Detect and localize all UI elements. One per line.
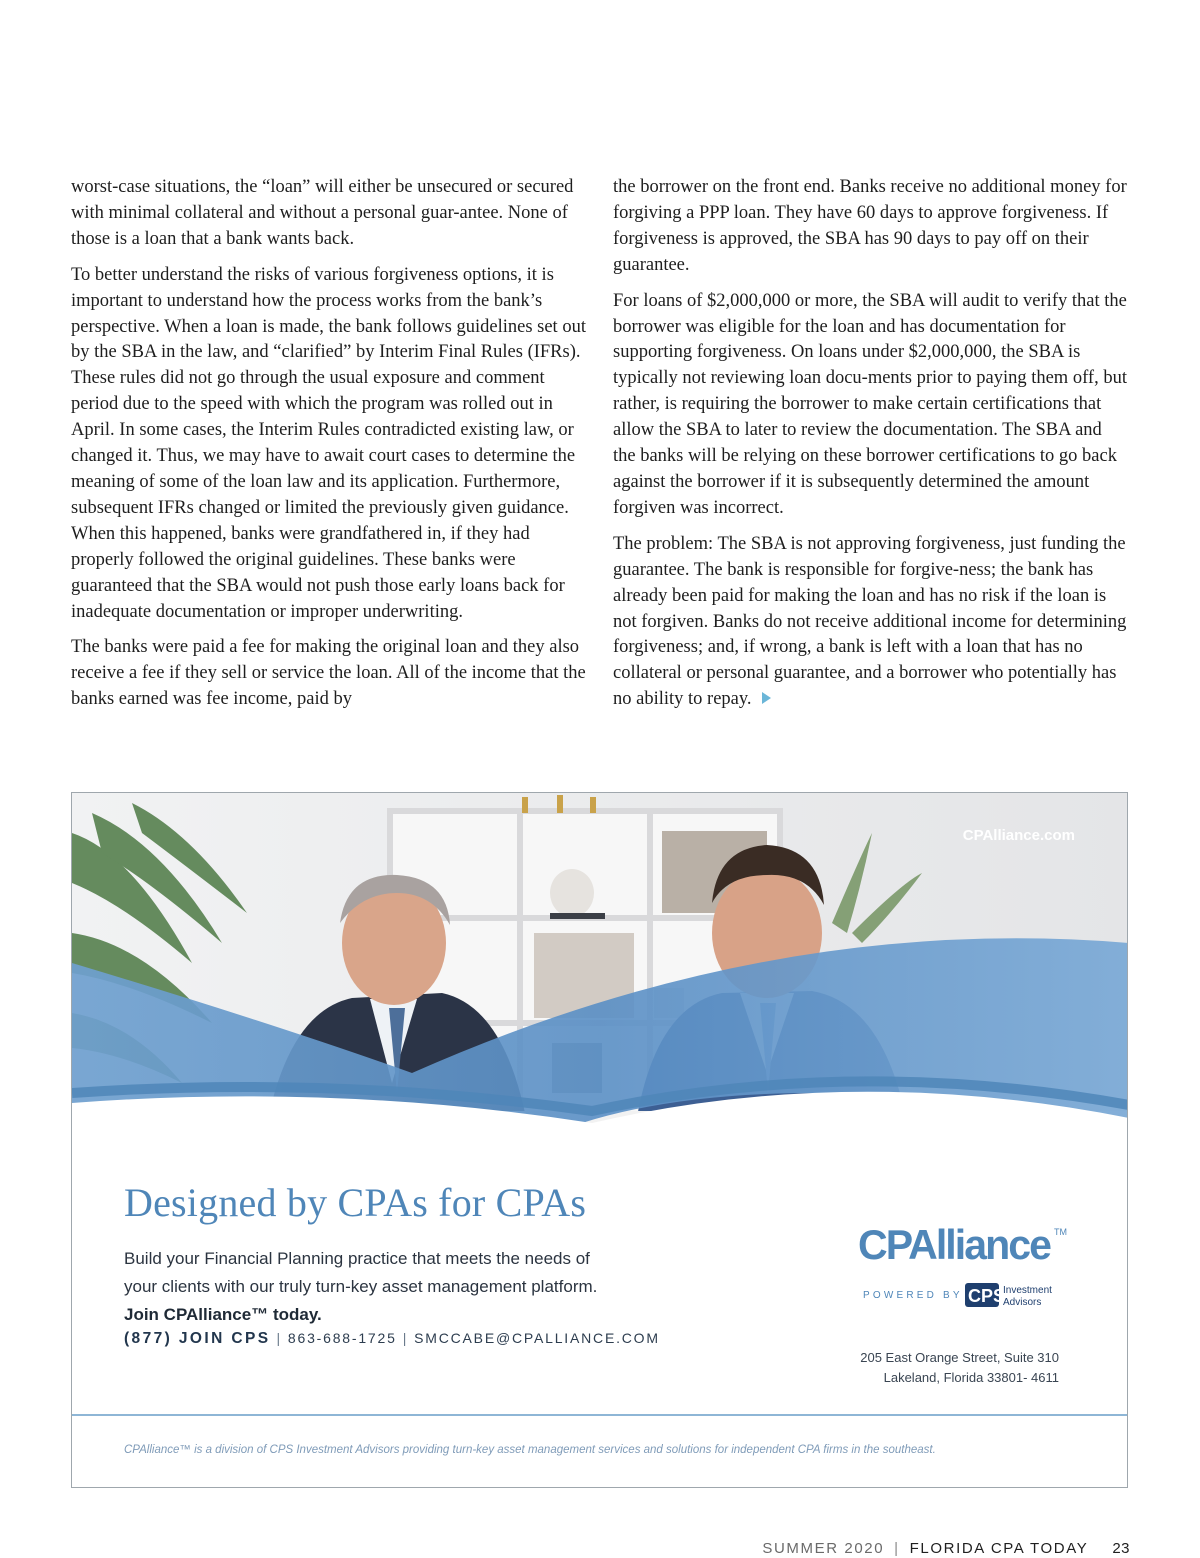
article-paragraph: the borrower on the front end. Banks receive no additional money for forgiving a PPP loan. They have 60 days to approve forgiveness. If forgiveness is approved, the SBA has 90 days to pay off on their guarantee. [613,177,1127,275]
footer-magazine: FLORIDA CPA TODAY [909,1540,1089,1557]
article-paragraph [613,532,1129,713]
article-right-column [613,175,1129,723]
footer-issue: SUMMER 2020 [762,1540,885,1557]
ad-website-link[interactable]: CPAlliance.com [962,827,1075,844]
ad-phone-secondary[interactable]: 863-688-1725 [287,1330,397,1346]
cpalliance-advertisement[interactable] [71,792,1128,1488]
cps-mark: CPS [968,1286,1006,1306]
article-paragraph: worst-case situations, the “loan” will either be unsecured or secured with minimal collateral and without a personal guar-antee. None of those is a loan that a bank wants back. [71,177,574,249]
page-footer [762,1540,1130,1557]
ad-headline: Designed by CPAs for CPAs [124,1180,587,1225]
logo-wordmark: CPAlliance [858,1221,1051,1268]
triangle-right-icon [762,692,771,704]
cps-line-1: Investment [1003,1285,1052,1296]
ad-contact-line: (877) JOIN CPS | 863-688-1725 | SMCCABE@CPALLIANCE.COM [124,1330,660,1347]
ad-call-to-action: Join CPAlliance™ today. [124,1305,322,1324]
article-paragraph: For loans of $2,000,000 or more, the SBA will audit to verify that the borrower was eligible for the loan and has documentation for supporting forgiveness. On loans under $2,000,000, the SBA is typically not reviewing loan docu-ments prior to paying them off, but rather, is requiring the borrower to make certain certifications that allow the SBA to later to review the documentation. The SBA and the banks will be relying on these borrower certifications to go back against the borrower if it is subsequently determined the amount forgiven was incorrect. [613,290,1127,518]
footer-separator: | [894,1540,900,1557]
ad-body [124,1245,684,1329]
ad-body-line: your clients with our truly turn-key asset management platform. [124,1277,598,1296]
article-paragraph: To better understand the risks of various forgiveness options, it is important to understand how the process works from the bank’s perspective. When a loan is made, the bank follows guidelines set out by the SBA in the law, and “clarified” by Interim Final Rules (IFRs). These rules did not go through the usual exposure and comment period due to the speed with which the program was rolled out in April. In some cases, the Interim Rules contradicted existing law, or changed it. Thus, we may have to await court cases to determine the meaning of some of the loan law and its application. Furthermore, subsequent IFRs changed or limited the previously given guidance. When this happened, banks were grandfathered in, if they had properly followed the original guidelines. These banks were guaranteed that the SBA would not push those early loans back for inadequate documentation or improper underwriting. [71,264,586,622]
article-paragraph-text: The problem: The SBA is not approving forgiveness, just funding the guarantee. The bank is responsible for forgive-ness; the bank has already been paid for making the loan and has no risk if the loan is not forgiven. Banks do not receive additional income for determining forgiveness; and, if wrong, a bank is left with a loan that has no collateral or personal guarantee, and a borrower who potentially has no ability to repay. [613,533,1127,710]
ad-disclaimer: CPAlliance™ is a division of CPS Investment Advisors providing turn-key asset management services and solutions for independent CPA firms in the southeast. [124,1444,936,1456]
ad-address-line: 205 East Orange Street, Suite 310 [860,1350,1059,1365]
page-number: 23 [1112,1540,1130,1557]
article-left-column [71,175,587,723]
ad-email-link[interactable]: SMCCABE@CPALLIANCE.COM [414,1330,660,1346]
ad-phone-primary[interactable]: (877) JOIN CPS [124,1330,271,1347]
logo-powered-by: POWERED BY [863,1290,963,1301]
article-paragraph: The banks were paid a fee for making the original loan and they also receive a fee if they sell or service the loan. All of the income that the banks earned was fee income, paid by [71,637,586,710]
logo-trademark: TM [1054,1227,1067,1237]
ad-divider [72,1414,1128,1416]
ad-address-line: Lakeland, Florida 33801- 4611 [883,1370,1059,1385]
cps-line-2: Advisors [1003,1297,1042,1308]
ad-address [860,1348,1059,1388]
cpalliance-logo [858,1221,1068,1326]
ad-body-line: Build your Financial Planning practice that meets the needs of [124,1249,590,1268]
advisors-photo [72,793,1128,1153]
